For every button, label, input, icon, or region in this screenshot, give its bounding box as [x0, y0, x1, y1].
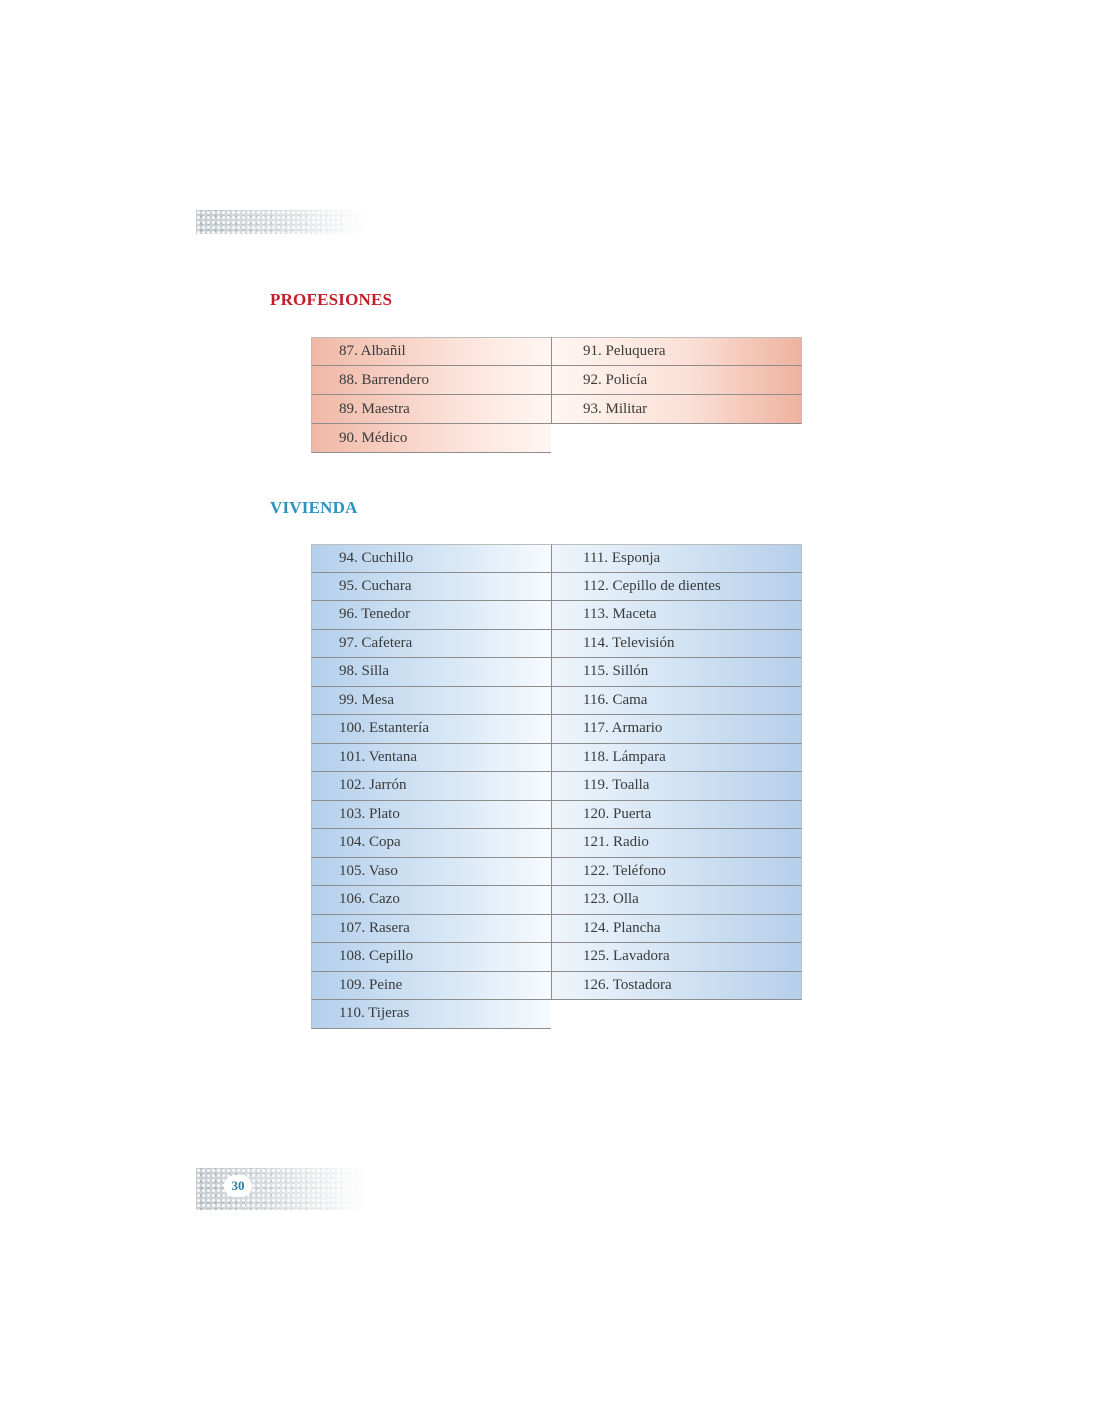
table-cell: 110. Tijeras: [311, 1000, 551, 1029]
table-cell: 94. Cuchillo: [311, 544, 551, 573]
table-cell: 117. Armario: [551, 715, 802, 744]
table-cell: 112. Cepillo de dientes: [551, 573, 802, 602]
table-cell: 88. Barrendero: [311, 366, 551, 395]
table-cell: 104. Copa: [311, 829, 551, 858]
table-cell: 119. Toalla: [551, 772, 802, 801]
table-cell: 121. Radio: [551, 829, 802, 858]
table-cell: 97. Cafetera: [311, 630, 551, 659]
table-cell: 124. Plancha: [551, 915, 802, 944]
table-cell: 98. Silla: [311, 658, 551, 687]
table-cell: 116. Cama: [551, 687, 802, 716]
footer-decoration: [196, 1168, 366, 1210]
table-cell: 91. Peluquera: [551, 337, 802, 366]
table-cell: 99. Mesa: [311, 687, 551, 716]
table-cell: 87. Albañil: [311, 337, 551, 366]
table-cell: 122. Teléfono: [551, 858, 802, 887]
table-cell: 96. Tenedor: [311, 601, 551, 630]
table-cell: 105. Vaso: [311, 858, 551, 887]
header-decoration: [196, 210, 366, 234]
table-cell: 102. Jarrón: [311, 772, 551, 801]
table-cell: 100. Estantería: [311, 715, 551, 744]
table-cell: 89. Maestra: [311, 395, 551, 424]
profesiones-heading: PROFESIONES: [270, 290, 393, 309]
table-cell: 90. Médico: [311, 424, 551, 453]
table-cell: 125. Lavadora: [551, 943, 802, 972]
vivienda-heading: VIVIENDA: [270, 498, 358, 517]
table-cell: 95. Cuchara: [311, 573, 551, 602]
table-cell: 103. Plato: [311, 801, 551, 830]
page-number: 30: [224, 1175, 252, 1197]
table-cell: 109. Peine: [311, 972, 551, 1001]
table-cell: 111. Esponja: [551, 544, 802, 573]
table-cell: 114. Televisión: [551, 630, 802, 659]
table-cell: 107. Rasera: [311, 915, 551, 944]
table-cell: 101. Ventana: [311, 744, 551, 773]
table-cell: 93. Militar: [551, 395, 802, 424]
vivienda-table: [311, 544, 802, 1029]
table-cell: 106. Cazo: [311, 886, 551, 915]
table-cell: 120. Puerta: [551, 801, 802, 830]
table-cell: 108. Cepillo: [311, 943, 551, 972]
table-cell: 126. Tostadora: [551, 972, 802, 1001]
profesiones-table: [311, 337, 802, 453]
table-cell: 115. Sillón: [551, 658, 802, 687]
table-cell: 92. Policía: [551, 366, 802, 395]
table-cell: 118. Lámpara: [551, 744, 802, 773]
table-cell: 113. Maceta: [551, 601, 802, 630]
table-cell: 123. Olla: [551, 886, 802, 915]
